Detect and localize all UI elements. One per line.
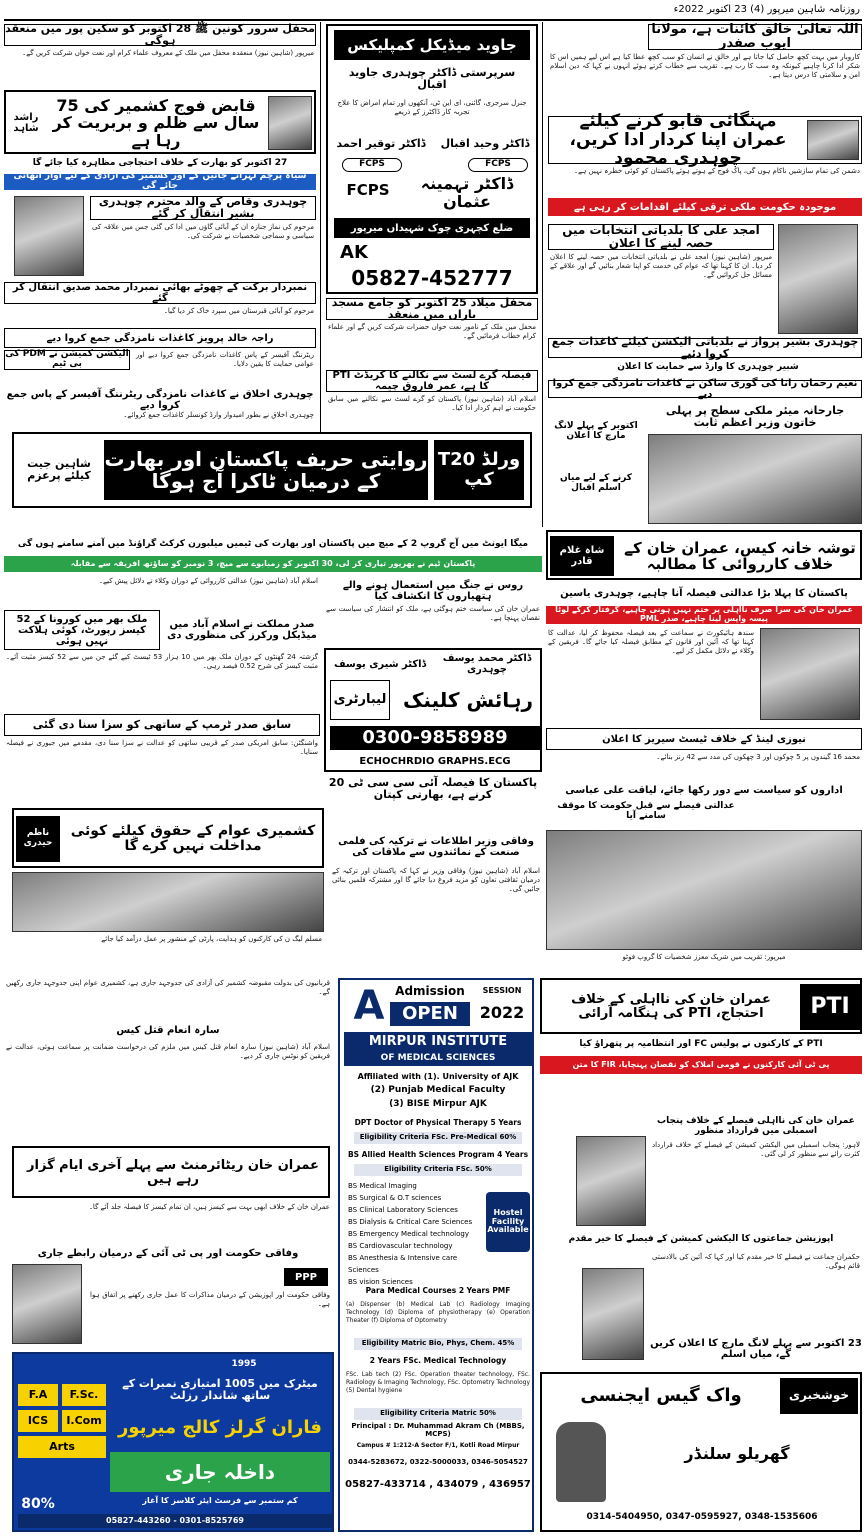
headline: سابق صدر ٹرمپ کے ساتھی کو سزا سنا دی گئی [4,714,320,736]
program-para: Para Medical Courses 2 Years PMF [365,1285,511,1295]
headline: روس نے جنگ میں استعمال ہونے والے ہتھیاروں کا انکشاف کیا [342,580,524,602]
masthead-rule [4,19,862,21]
headline: وفاقی وزیر اطلاعات نے ترکیہ کی فلمی صنعت کے نمائندوں سے ملاقات کی [338,836,534,858]
issue-date: 23 اکتوبر 2022ء [673,4,747,15]
article-text: مرحوم کی نماز جنازہ ان کے آبائی گاؤں میں ادا کی گئی جس میں علاقہ کی سیاسی و سماجی شخصیات نے شرکت کی۔ [92,223,314,240]
portrait-photo [582,1268,644,1360]
ad-subtitle: گھریلو سلنڈر [684,1444,790,1464]
headline: وفاقی حکومت اور پی ٹی آئی کے درمیان رابطے جاری [37,1247,299,1259]
institute-name: MIRPUR INSTITUTE [344,1032,532,1052]
banner-pti [540,978,862,1034]
list-item: BS Clinical Laboratory Sciences [348,1206,458,1214]
doctor-name: ڈاکٹر وحید اقبال [440,136,530,150]
ad-gas-agency [540,1372,862,1532]
fcps-badge: FCPS [342,158,402,172]
ak-logo: AK [340,242,368,264]
ribbon: سیاہ پرچم لہرائے جائیں گے اور کشمیر کی آزادی کے لیے آواز اٹھائی جائے گی [4,174,316,190]
left-column [4,21,316,432]
percentage: 80% [21,1496,55,1513]
article-text: حکمران جماعت نے فیصلے کا خیر مقدم کیا اور کہا کہ آئین کی بالادستی قائم ہوگی۔ [652,1253,860,1270]
result-text: میٹرک میں 1005 امتیازی نمبرات کے ساتھ شاندار رزلٹ [122,1376,318,1402]
headline: امجد علی کا بلدیاتی انتخابات میں حصہ لینے کا اعلان [548,224,774,250]
founded-year: 1995 [231,1359,257,1370]
headline: محفل سرور کونین ﷺ 28 اکتوبر کو سکین پور میں منعقد ہوگی [5,21,315,47]
article-text: سندھ ہائیکورٹ نے سماعت کے بعد فیصلہ محفوظ کر لیا، عدالت کا کہنا تھا کہ آئین اور قانون کے مطابق فیصلہ کیا جائے گا۔ فریقین کے وکلاء نے دلائل مکمل کر لیے۔ [548,629,754,655]
session-year: 2022 [479,1003,525,1023]
article-text: واشنگٹن: سابق امریکی صدر کے قریبی ساتھی کو عدالت نے سزا سنا دی، مقدمے میں جیوری نے فیصلہ سنایا۔ [6,739,318,756]
ad-phone: 05827-452777 [351,266,513,290]
article-text: اسلام آباد (شاہین نیوز) وفاقی وزیر نے کہا کہ پاکستان اور ترکیہ کے درمیان ثقافتی تعاون کو مزید فروغ دیا جائے گا اور مشترکہ فلمیں بنائی جائیں گی۔ [332,867,540,893]
eligibility: Eligibility Matric Bio, Phys, Chem. 45% [354,1338,522,1350]
affiliation: (3) BISE Mirpur AJK [389,1099,487,1110]
headline: صدر مملکت نے اسلام آباد میں میڈیکل ورکرز کی منظوری دی [167,619,317,641]
eligibility: Eligibility Criteria FSc. 50% [354,1164,522,1176]
headline: سارہ انعام قتل کیس [116,1024,220,1036]
headline: جارحانہ میئر ملکی سطح پر پہلی خاتون وزیر اعظم ثابت [665,403,845,429]
banner-kashmir-rights [12,808,324,868]
affiliation: (2) Punjab Medical Faculty [370,1085,506,1096]
program-bs: BS Allied Health Sciences Program 4 Years [347,1149,529,1159]
ad-javed-medical [326,24,538,294]
article-text: وفاقی حکومت اور اپوزیشن کے درمیان مذاکرات کا عمل جاری رکھنے پر اتفاق ہوا ہے۔ [90,1291,330,1308]
ad-phone: 0300-9858989 [330,726,540,750]
article-text: چوہدری اخلاق نے بطور امیدوار وارڈ کونسلر کاغذات جمع کروائے۔ [123,411,314,419]
ad-phone: 0344-5283672, 0322-5000033, 0346-5054527 [348,1458,528,1467]
article-text: میرپور (شاہین نیوز) منعقدہ محفل میں ملک کے معروف علماء کرام اور نعت خواں شرکت کریں گے۔ [22,49,314,57]
headline: راجہ خالد پرویز کاغذات نامزدگی جمع کروا دیے [4,328,316,348]
ad-owner: سرپرستی ڈاکٹر چوہدری جاوید اقبال [348,65,516,91]
headline: روایتی حریف پاکستان اور بھارت کے درمیان ٹاکرا آج ہوگا [104,440,428,500]
subheadline: پاکستان کا پہلا بڑا عدالتی فیصلہ آنا چاہیے، چوہدری یاسین [560,587,848,599]
doctor-name: ڈاکٹر شیری یوسف [333,658,427,670]
admission-open: داخلہ جاری [110,1452,330,1492]
affiliation: Affiliated with (1). University of AJK [357,1071,519,1081]
subheadline: میگا ایونٹ میں آج گروپ 2 کے میچ میں پاکستان اور بھارت کی ٹیمیں میلبورن کرکٹ گراؤنڈ میں آمنے سامنے ہوں گی [17,539,529,550]
lab-label: لیبارٹری [330,680,390,720]
article-text: اسلام آباد (شاہین نیوز) پاکستان کو گرے لسٹ سے نکالنے میں سابق حکومت نے اہم کردار ادا کیا۔ [328,395,536,412]
subheadline: 27 اکتوبر کو بھارت کے خلاف احتجاجی مظاہرہ کیا جائے گا [32,158,288,169]
banner-imran-retirement [12,1146,330,1198]
headline: اکتوبر کے پہلے لانگ مارچ کا اعلان [554,421,638,441]
t20-logo: T20 ورلڈ کپ [434,440,524,500]
portrait-photo [576,1136,646,1226]
article-text: کاروبار میں بہت کچھ حاصل کیا جاتا ہے اور خالق نے انسان کو سب کچھ عطا کیا ہے اس لیے ہمیں اس کا شکر ادا کرنا چاہیے کیونکہ وہ سب کا رب ہے۔ تقریب سے خطاب کرتے ہوئے انہوں نے کہا کہ دین اسلام امن و سلامتی کا درس دیتا ہے۔ [550,53,860,79]
doctor-name: ڈاکٹر محمد یوسف چوہدری [442,653,532,675]
headline: عمران خان ریٹائرمنٹ سے پہلے آخری ایام گزار رہے ہیں [27,1157,319,1187]
center-news [326,295,538,428]
ad-tag: خوشخبری [780,1378,858,1414]
ad-rehaish-clinic [324,648,542,772]
list-item: BS Cardiovascular technology [348,1242,453,1250]
headline: کشمیری عوام کے حقوق کیلئے کوئی مداخلت نہیں کرے گا [70,822,316,854]
band2-left [4,576,320,806]
eligibility: Eligibility Criteria Matric 50% [354,1408,522,1420]
ad-phone: 05827-443260 - 0301-8525769 [18,1514,332,1528]
address: Campus # 1:212-A Sector F/1, Kotli Road Mirpur [356,1441,520,1449]
course-fsc: F.Sc. [62,1384,106,1406]
headline: اپوزیشن جماعتوں کا الیکشن کمیشن کے فیصلے کا خیر مقدم [568,1234,834,1245]
clinic-name: رہائش کلینک [402,688,534,712]
doctor-name: ڈاکٹر تہمینہ عثمان [420,174,514,211]
ad-phone: 0314-5404950, 0347-0595927, 0348-1535606 [586,1512,818,1523]
headline: پاکستان کا فیصلہ آئی سی سی ٹی 20 کرنے ہے، بھارتی کپتان [328,775,538,801]
article-text: اسلام آباد (شاہین نیوز) سارہ انعام قتل کیس میں ملزم کی درخواست ضمانت پر سماعت ہوئی، عدالت نے فریقین کو نوٹس جاری کر دیے۔ [6,1043,330,1060]
ad-text: جنرل سرجری، گائنی، ای این ٹی، آنکھوں اور تمام امراض کا علاج تجربہ کار ڈاکٹرز کے ذریعے [337,99,527,116]
headline: کرنے کے لیے میاں اسلم اقبال [559,473,633,493]
headline: عمران خان کی نااہلی فیصلے کے خلاف پنجاب اسمبلی میں قرارداد منظور [657,1116,855,1136]
page-number: (4) [750,4,765,15]
list-item: BS vision Sciences [348,1278,413,1286]
program-dpt: DPT Doctor of Physical Therapy 5 Years [354,1117,522,1127]
article-text: عمران خان کے خلاف ابھی بہت سے کیسز ہیں، ان تمام کیسز کا فیصلہ جلد آئے گا۔ [88,1203,330,1211]
list-item: BS Anesthesia & Intensive care Sciences [348,1254,458,1274]
ad-address: ضلع کچہری چوک شہیداں میرپور [334,218,530,238]
article-text: عمران خان کی سیاست ختم ہوگئی ہے، ملک کو انتشار کی سیاست سے نقصان پہنچا ہے۔ [326,605,540,622]
ad-title: جاوید میڈیکل کمپلیکس [334,30,530,60]
headline: محفل میلاد 25 اکتوبر کو جامع مسجد باراں میں منعقد [326,298,538,320]
headline: توشہ خانہ کیس، عمران خان کے خلاف کارروائی کا مطالبہ [624,538,856,573]
headline: چوہدری اخلاق نے کاغذات نامزدگی ریٹرننگ آفیسر کے پاس جمع کروا دیے [6,389,314,411]
headline: چوہدری بشیر پرواز نے بلدیاتی الیکشن کیلئے کاغذات جمع کروا دئیے [548,338,862,358]
list-item: BS Surgical & O.T sciences [348,1194,442,1202]
article-text: محمد 16 گیندوں پر 5 چوکوں اور 3 چھکوں کی مدد سے 42 رنز بنائے۔ [656,753,860,761]
article-text: گزشتہ 24 گھنٹوں کے دوران ملک بھر میں 10 ہزار 53 ٹیسٹ کیے گئے جن میں سے 52 کیسز مثبت آئے۔ مثبت کیسز کی شرح 0.52 فیصد رہی۔ [6,653,319,670]
subheadline: PTI کے کارکنوں نے پولیس FC اور انتظامیہ پر پتھراؤ کیا [579,1039,823,1050]
headline: قابض فوج کشمیر کی 75 سال سے ظلم و بربریت کر رہا ہے [52,95,260,150]
ad-faran-college [12,1352,334,1532]
open-label: OPEN [390,1002,470,1026]
ad-title: واک گیس ایجنسی [580,1385,742,1407]
band4-left [4,978,332,1350]
course-arts: Arts [18,1436,106,1458]
doctor-name: ڈاکٹر توقیر احمد [336,136,426,150]
admission-letter: A [353,983,385,1029]
event-photo [546,830,862,950]
headline: عمران خان کی نااہلی کے خلاف احتجاج، PTI کی ہنگامہ آرائی [571,991,771,1021]
course-fa: F.A [18,1384,58,1406]
banner-mahmood [548,110,862,169]
portrait-photo [268,96,312,150]
portrait-photo [778,224,858,334]
program-fsc: 2 Years FSc. Medical Technology [369,1355,507,1365]
headline: فیصلہ گرے لسٹ سے نکالنے کا کریڈٹ PTI کا ہے، عمر فاروق چیمہ [326,370,538,392]
banner-t20 [12,432,532,508]
byline: شاہ غلام قادر [550,536,614,576]
portrait-photo [14,196,84,276]
program-items: FSc. Lab tech (2) FSc. Operation theater technology, FSc. Radiology & Imaging Technology, FSc. Optometry Technology (5) Dental hygiene [346,1371,531,1394]
meeting-photo [648,434,862,524]
bs-program-list [348,1180,484,1286]
echo-label: ECHOCHRDIO GRAPHS.ECG [359,755,511,767]
portrait-photo [760,628,860,720]
paper-name: روزنامہ شاہین میرپور [767,4,860,15]
admission-word: Admission [395,984,465,999]
banner-kashmir [4,90,316,154]
headline: نیوزی لینڈ کے خلاف ٹیسٹ سیریز کا اعلان [546,728,862,750]
group-photo [12,872,324,932]
article-text: اسلام آباد (شاہین نیوز) عدالتی کارروائی کے دوران وکلاء نے دلائل پیش کیے۔ [98,577,318,585]
article-text: میرپور (شاہین نیوز) امجد علی نے بلدیاتی انتخابات میں حصہ لینے کا اعلان کر دیا۔ ان کا کہنا تھا کہ عوام کی خدمت کو اپنا شعار بنائیں گے اور علاقے کے مسائل حل کروائیں گے۔ [550,253,772,279]
ribbon: پی ٹی آئی کارکنوں نے قومی املاک کو نقصان پہنچایا، FIR کا متن [540,1056,862,1074]
headline: 23 اکتوبر سے پہلے لانگ مارچ کا اعلان کریں گے، میاں اسلم [650,1338,862,1360]
list-item: BS Dialysis & Critical Care Sciences [348,1218,473,1226]
article-text: محفل میں ملک کے نامور نعت خواں حضرات شرکت کریں گے اور علماء کرام خطاب فرمائیں گے۔ [328,323,536,340]
subheadline: شبیر چوہدری کا وارڈ سے حمایت کا اعلان [617,362,799,373]
ribbon: پاکستان ٹیم نے بھرپور تیاری کر لی، 30 اکتوبر کو زمبابوے سے میچ، 3 نومبر کو ساؤتھ افریقہ سے مقابلہ [4,556,542,572]
photo-caption: مسلم لیگ ن کی کارکنوں کو ہدایت، پارٹی کے منشور پر عمل درآمد کیا جائے [101,935,322,943]
byline: راشد شاہد [13,112,39,134]
article-text: قربانیوں کی بدولت مقبوضہ کشمیر کی آزادی کی جدوجہد جاری ہے، کشمیری عوام اپنی جدوجہد جاری رکھیں گے۔ [6,979,330,996]
headline: مہنگائی قابو کرنے کیلئے عمران اپنا کردار ادا کریں، چوہدری محمود [569,110,787,169]
photo-caption: میرپور: تقریب میں شریک معزز شخصیات کا گروپ فوٹو [622,953,786,961]
fcps-badge: FCPS [468,158,528,172]
ad-phone: 05827-433714 , 434079 , 436957 [345,1478,531,1490]
portrait-photo [807,120,859,160]
tagline: شاہین جیت کیلئے پرعزم [27,456,91,482]
course-ics: ICS [18,1410,58,1432]
institute-subtitle: OF MEDICAL SCIENCES [344,1052,532,1066]
right-column [548,21,862,524]
hostel-badge: Hostel Facility Available [486,1192,530,1252]
fcps-label: FCPS [346,180,390,199]
headline: اللہ تعالیٰ خالق کائنات ہے، مولانا ایوب صفدر [648,24,862,50]
list-item: BS Medical Imaging [348,1182,417,1190]
headline: الیکشن کمیشن نے PDM کی بی ٹیم [5,349,129,369]
headline: عدالتی فیصلے سے قبل حکومت کا موقف سامنے آیا [557,801,735,821]
headline: ملک بھر میں کورونا کے 52 کیسز رپورٹ، کوئی ہلاکت نہیں ہوئی [4,610,160,650]
article-text: لاہور: پنجاب اسمبلی میں الیکشن کمیشن کے فیصلے کے خلاف قرارداد کثرت رائے سے منظور کر لی گئی۔ [652,1141,860,1158]
headline: نمبردار برکت کے چھوٹے بھائی نمبردار محمد صدیق انتقال کر گئے [4,282,316,304]
headline: اداروں کو سیاست سے دور رکھا جائے، لیاقت علی عباسی [565,784,843,796]
headline: نعیم رحمان رانا کی گوری ساکن نے کاغذات نامزدگی جمع کروا دیے [548,380,862,398]
article-text: مرحوم کو آبائی قبرستان میں سپرد خاک کر دیا گیا۔ [163,307,314,315]
banner-toshakhana [546,530,862,580]
byline: ناظم حیدری [16,816,60,862]
program-items: (a) Dispenser (b) Medical Lab (c) Radiology Imaging Technology (d) Diploma of physiotherapy (e) Operation Theater (f) Diploma of Optometry [346,1301,530,1324]
pti-logo: PTI [800,984,860,1030]
ad-mirpur-institute [338,978,534,1532]
course-icom: I.Com [62,1410,106,1432]
college-name: فاران گرلز کالج میرپور [118,1417,322,1439]
principal: Principal : Dr. Muhammad Akram Ch (MBBS, MCPS) [351,1422,525,1438]
masthead [300,4,860,18]
article-text: ریٹرننگ آفیسر کے پاس کاغذات نامزدگی جمع کروا دیے اور عوامی حمایت کا یقین دلایا۔ [136,351,314,368]
article-text: دشمن کی تمام سازشیں ناکام ہوں گی، پاک فوج کے ہوتے ہوئے پاکستان کو کوئی خطرہ نہیں ہے۔ [573,167,860,175]
gas-cylinder-icon [556,1422,606,1502]
headline: چوہدری وقاص کے والد محترم چوہدری بشیر انتقال کر گئے [90,196,316,220]
ppp-tag: PPP [284,1268,328,1286]
ribbon: موجودہ حکومت ملکی ترقی کیلئے اقدامات کر رہی ہے [548,198,862,216]
portrait-photo [12,1264,82,1344]
session-label: SESSION [482,985,522,995]
eligibility: Eligibility Criteria FSc. Pre-Medical 60% [354,1132,522,1144]
list-item: BS Emergency Medical technology [348,1230,469,1238]
class-start: کم ستمبر سے فرسٹ ایئر کلاسز کا آغاز [142,1495,298,1505]
ribbon: عمران خان کی سزا صرف نااہلی پر ختم نہیں ہونی چاہیے، گرفتار کرکے لوٹا پیسہ واپس لینا چاہیے، صدر PML [546,606,862,624]
